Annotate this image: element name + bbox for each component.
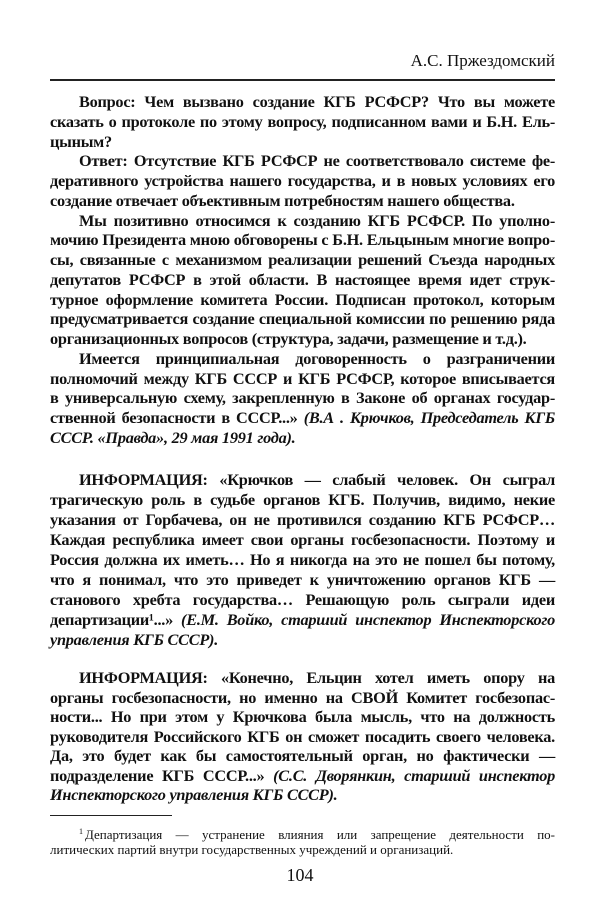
text-line — [50, 369, 555, 389]
text-run: турное оформление комитета России. Подписан протокол, которым — [50, 289, 555, 309]
text-line — [50, 707, 555, 727]
header-rule — [50, 79, 555, 81]
text-line — [50, 408, 555, 428]
citation-text: (Е.М. Войко, старший инспектор Инспекторского — [181, 610, 555, 629]
text-run: предусматривается создание специальной комиссии по решению ряда — [50, 309, 555, 329]
text-run: полномочий между КГБ СССР и КГБ РСФСР, которое вписывается — [50, 368, 555, 388]
text-run: ИНФОРМАЦИЯ: «Крючков — слабый человек. Он сыграл — [79, 470, 555, 489]
text-run: подразделение КГБ СССР...» — [50, 765, 274, 785]
text-line — [50, 766, 555, 786]
text-line — [50, 590, 555, 610]
text-run: Ответ: Отсутствие КГБ РСФСР не соответствовало системе фе- — [79, 151, 555, 171]
text-line — [50, 550, 555, 570]
footnote-text: литических партий внутри государственных учреждений и организаций. — [50, 842, 454, 857]
text-line — [50, 270, 555, 290]
text-run: цыным? — [50, 131, 112, 151]
text-line — [50, 171, 555, 191]
text-line — [50, 746, 555, 766]
text-line — [50, 688, 555, 708]
text-line — [50, 570, 555, 590]
text-run: трагическую роль в судьбе органов КГБ. Получив, видимо, некие — [50, 490, 555, 509]
text-line — [50, 230, 555, 250]
text-line — [50, 191, 555, 211]
text-line — [50, 510, 555, 530]
text-run: депутатов РСФСР в этой области. В настоящее время идет струк- — [50, 269, 555, 289]
text-run: департизации¹...» — [50, 610, 182, 629]
text-run: ственной безопасности в СССР...» — [50, 408, 304, 427]
text-line — [79, 151, 555, 171]
text-run: указания от Горбачева, он не противился созданию КГБ РСФСР… — [50, 510, 555, 529]
text-run: что я понимал, что это приведет к уничтожению органов КГБ — — [50, 570, 555, 589]
citation-text: (С.С. Дворянкин, старший инспектор — [273, 765, 556, 785]
text-run: сказать о протоколе по этому вопросу, подписанном вами и Б.Н. Ель- — [50, 111, 555, 131]
citation-text: управления КГБ СССР). — [50, 630, 219, 649]
text-line — [79, 349, 555, 369]
text-run: органы госбезопасности, но именно на СВОЙ Комитет госбезопас- — [50, 687, 555, 707]
text-run: создание отвечает объективным потребностям нашего общества. — [50, 190, 515, 210]
text-line — [50, 428, 555, 448]
footnote-marker: 1 — [79, 827, 83, 836]
text-run: станового хребта государства… Решающую роль сыграли идеи — [50, 590, 555, 609]
text-line — [50, 309, 555, 329]
text-run: ности... Но при этом у Крючкова была мысль, что на должность — [50, 707, 555, 726]
text-line — [79, 470, 555, 490]
text-run: в универсальную схему, закрепленную в Законе об органах государ- — [50, 388, 555, 408]
text-run: сы, связанные с механизмом реализации решений Съезда народных — [50, 250, 555, 269]
citation-text: Инспекторского управления КГБ СССР). — [50, 785, 338, 804]
text-line — [79, 668, 555, 688]
text-line — [50, 388, 555, 408]
text-line — [50, 490, 555, 510]
text-line — [50, 112, 555, 132]
text-line — [50, 132, 555, 152]
text-line — [50, 329, 555, 349]
footnote-text: Департизация — устранение влияния или запрещение деятельности по- — [85, 827, 555, 842]
text-run: ИНФОРМАЦИЯ: «Конечно, Ельцин хотел иметь опору на — [79, 668, 555, 687]
text-run: Вопрос: Чем вызвано создание КГБ РСФСР? Что вы можете — [79, 92, 555, 111]
text-run: руководителя Российского КГБ он сможет посадить своего человека. — [50, 726, 555, 746]
text-run: организационных вопросов (структура, задачи, размещение и т.д.). — [50, 329, 527, 348]
text-run: Мы позитивно относимся к созданию КГБ РСФСР. По уполно- — [79, 210, 555, 230]
text-line — [50, 610, 555, 630]
footnote-line — [50, 841, 555, 859]
text-line — [50, 530, 555, 550]
text-line — [50, 785, 555, 805]
text-run: Каждая республика имеет свои органы госбезопасности. Поэтому и — [50, 530, 555, 549]
text-run: Да, это будет как бы самостоятельный орган, но фактически — — [50, 746, 555, 765]
citation-text: (В.А . Крючков, Председатель КГБ — [303, 408, 555, 427]
text-line — [79, 211, 555, 231]
footnote-rule — [50, 815, 172, 816]
text-line — [50, 290, 555, 310]
page-number: 104 — [286, 865, 314, 885]
text-run: мочию Президента мною обговорены с Б.Н. Ельцыным многие вопро- — [50, 230, 555, 250]
text-run: деративного устройства нашего государства, и в новых условиях его — [50, 171, 555, 190]
text-line — [50, 250, 555, 270]
text-run: Имеется принципиальная договоренность о разграничении — [79, 348, 555, 368]
text-line — [50, 630, 555, 650]
text-run: Россия должна их иметь… Но я никогда на это не пошел бы потому, — [50, 550, 555, 569]
text-line — [79, 92, 555, 112]
text-line — [50, 727, 555, 747]
citation-text: СССР. «Правда», 29 мая 1991 года). — [50, 427, 296, 447]
running-header-author: А.С. Пржездомский — [410, 51, 555, 70]
